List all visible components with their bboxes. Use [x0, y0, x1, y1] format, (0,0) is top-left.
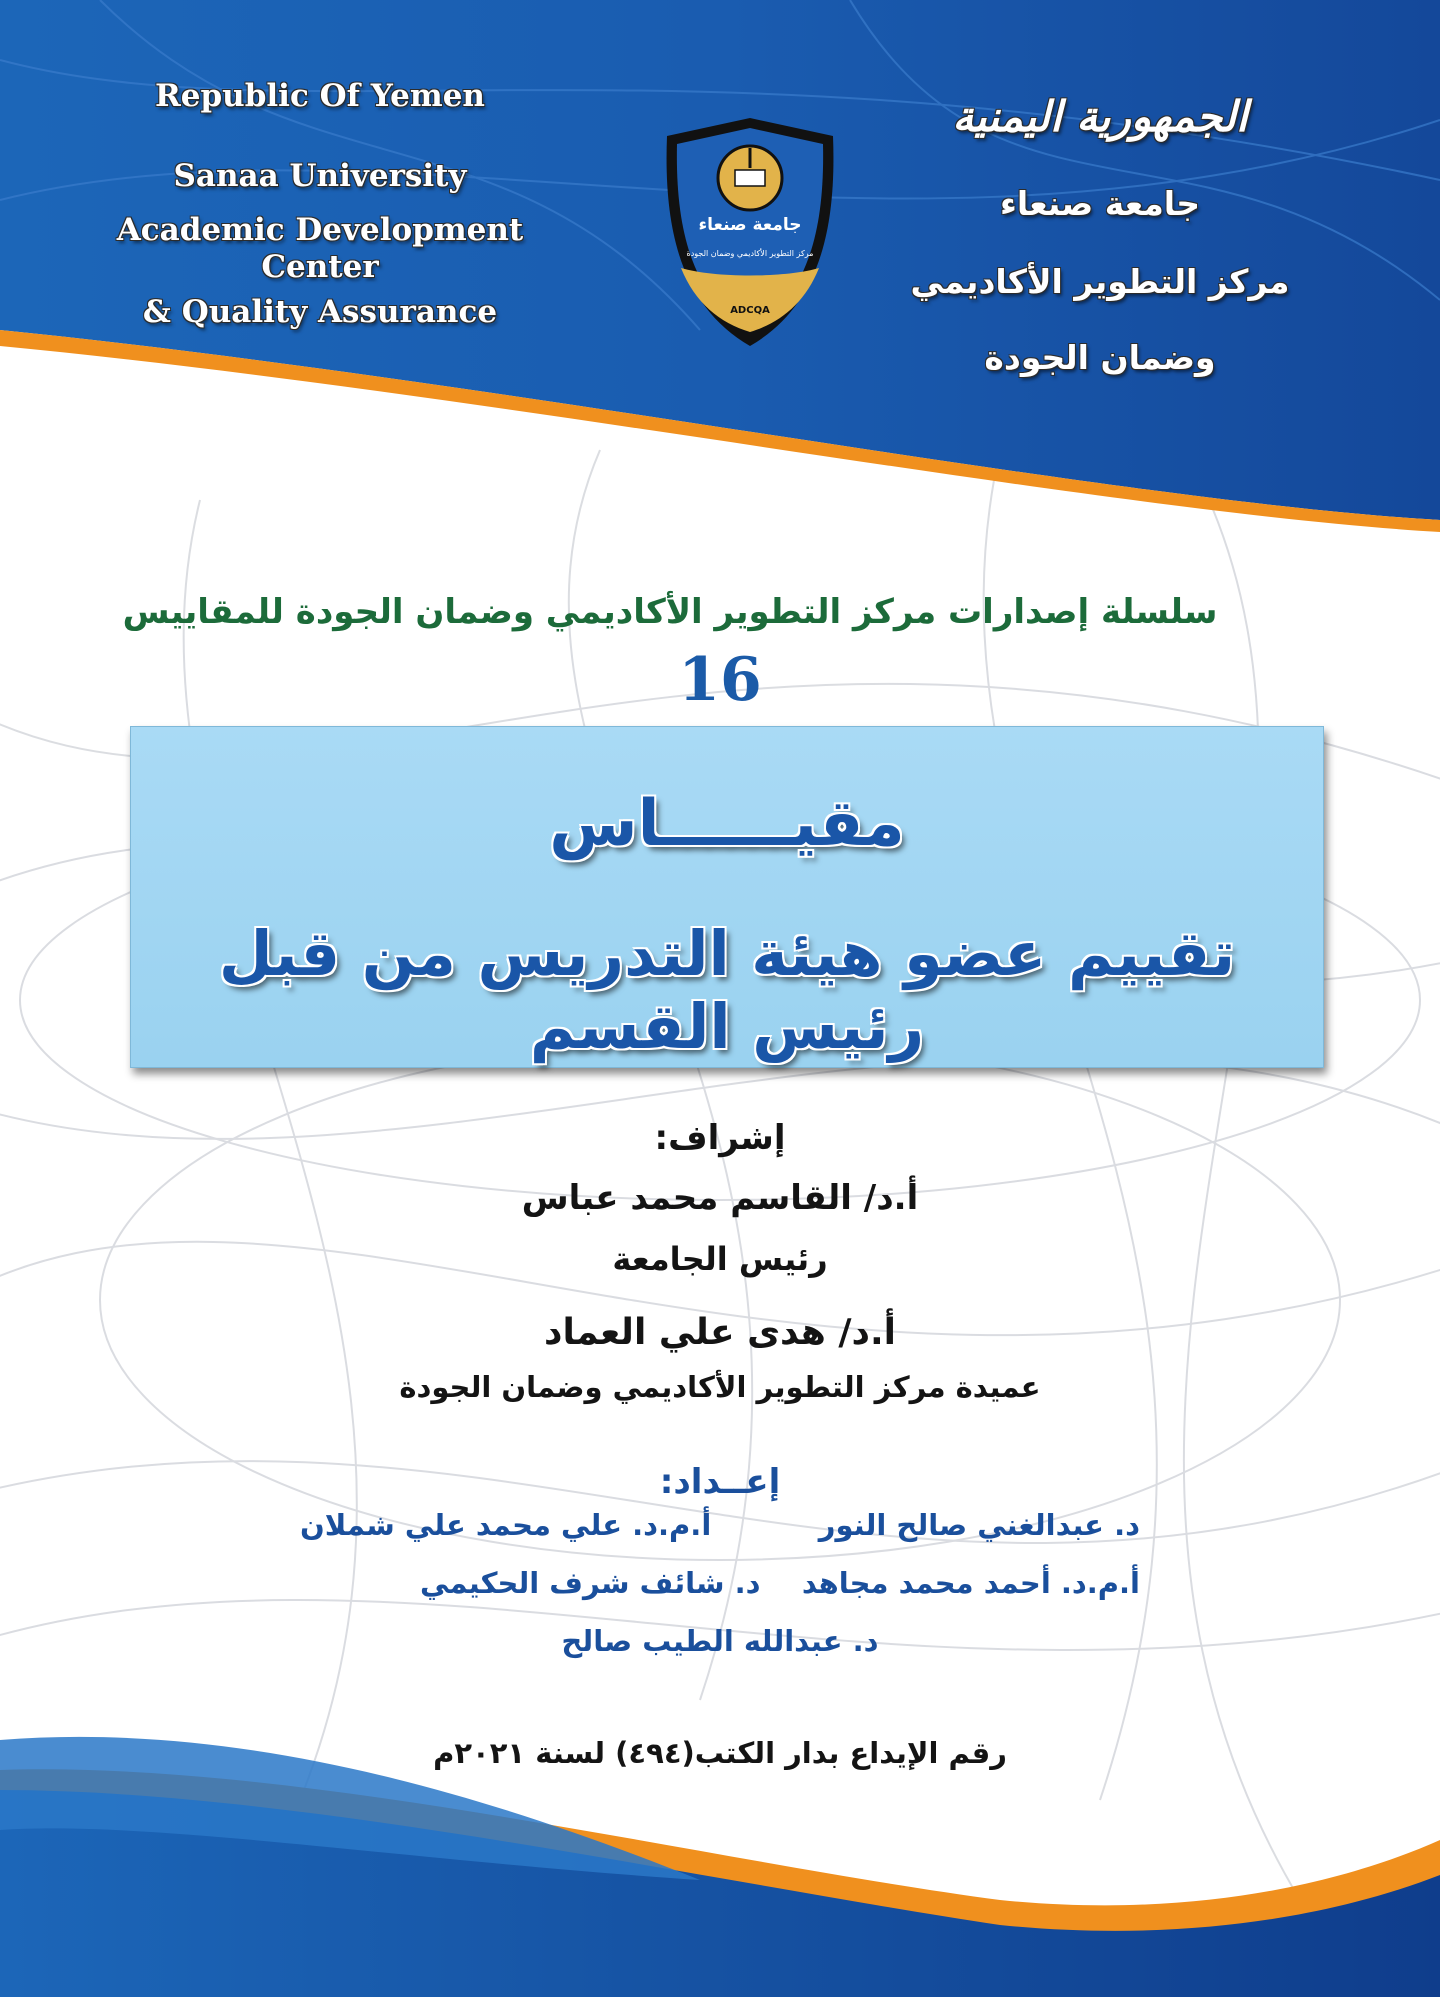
preparation-label: إعــداد: — [659, 1462, 781, 1502]
supervisor1-name: أ.د/ القاسم محمد عباس — [521, 1178, 919, 1218]
supervision-label: إشراف: — [654, 1118, 786, 1158]
university-shield-logo-icon — [655, 118, 845, 348]
author-name: أ.م.د. أحمد محمد مجاهد — [801, 1566, 1140, 1600]
series-number: 16 — [678, 645, 762, 715]
deposit-note: رقم الإيداع بدار الكتب(٤٩٤) لسنة ٢٠٢١م — [433, 1736, 1007, 1770]
university-english: Sanaa University — [173, 158, 467, 194]
authors-row-2 — [300, 1566, 1140, 1600]
scale-title: مقيــــــاس — [549, 787, 905, 861]
logo-arabic-text: جامعة صنعاء — [698, 215, 802, 235]
scale-subtitle: تقييم عضو هيئة التدريس من قبل رئيس القسم — [218, 917, 1236, 1063]
author-name: د. عبدالله الطيب صالح — [561, 1624, 879, 1658]
author-name: د. عبدالغني صالح النور — [818, 1508, 1140, 1542]
logo-center-text: مركز التطوير الأكاديمي وضمان الجودة — [686, 249, 814, 258]
center-english-line1: Academic Development Center — [116, 212, 524, 286]
center-english-line2: & Quality Assurance — [142, 294, 498, 330]
republic-english: Republic Of Yemen — [155, 78, 485, 114]
republic-arabic: الجمهورية اليمنية — [952, 92, 1248, 141]
logo-abbr: ADCQA — [730, 305, 770, 316]
series-title: سلسلة إصدارات مركز التطوير الأكاديمي وضمان الجودة للمقاييس — [122, 592, 1218, 632]
title-box — [130, 726, 1324, 1068]
center-arabic-line2: وضمان الجودة — [984, 338, 1216, 377]
supervisor2-name: أ.د/ هدى علي العماد — [543, 1312, 896, 1353]
supervisor2-role: عميدة مركز التطوير الأكاديمي وضمان الجودة — [399, 1370, 1041, 1404]
author-name: د. شائف شرف الحكيمي — [420, 1566, 761, 1600]
authors-row-1 — [300, 1508, 1140, 1542]
supervisor1-role: رئيس الجامعة — [612, 1240, 828, 1278]
center-arabic-line1: مركز التطوير الأكاديمي — [910, 262, 1290, 301]
university-arabic: جامعة صنعاء — [1000, 184, 1200, 223]
author-name: أ.م.د. علي محمد علي شملان — [300, 1508, 712, 1542]
